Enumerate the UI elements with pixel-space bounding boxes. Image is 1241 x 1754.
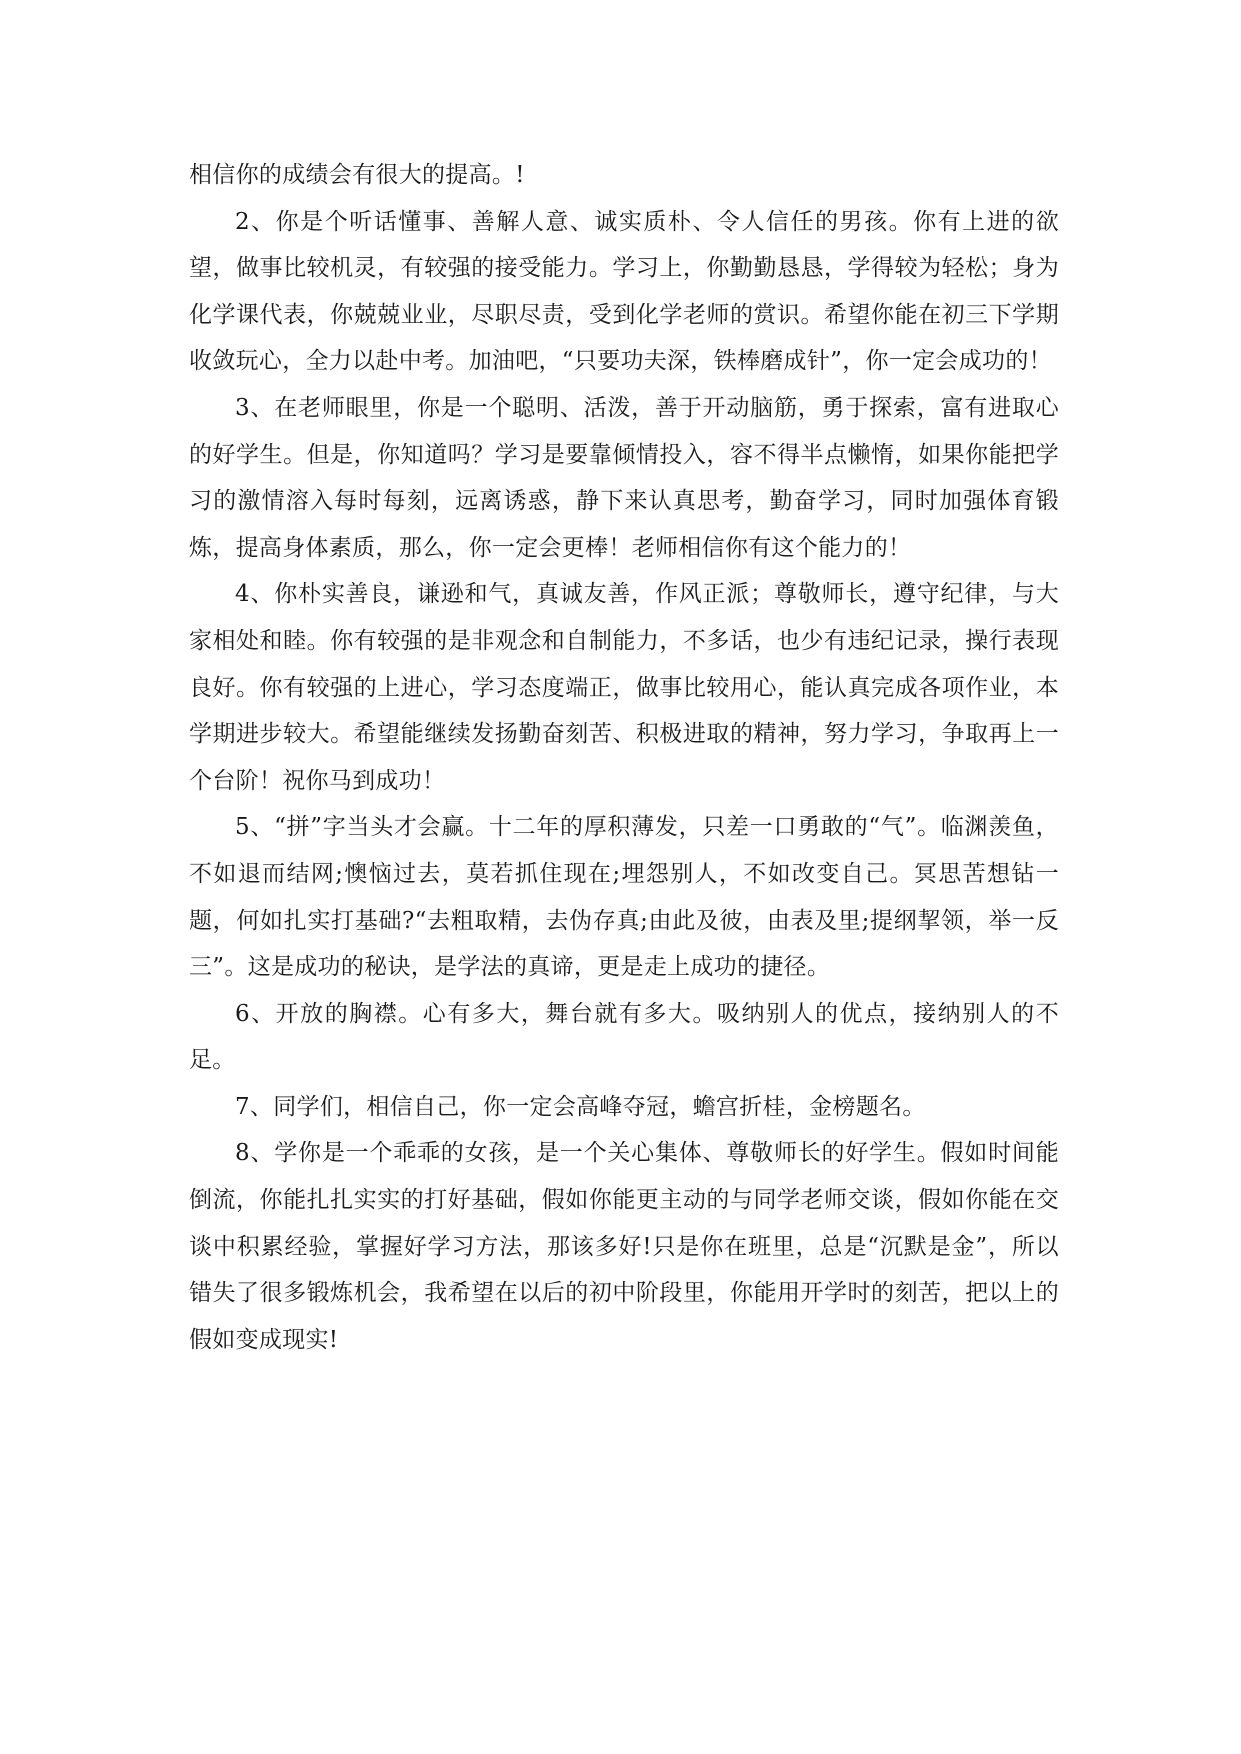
paragraph-comment-7: 7、同学们，相信自己，你一定会高峰夺冠，蟾宫折桂，金榜题名。: [235, 1093, 926, 1120]
paragraph-comment-8: 8、学你是一个乖乖的女孩，是一个关心集体、尊敬师长的好学生。假如时间能倒流，你能扎扎实实的打好基础，假如你能更主动的与同学老师交谈，假如你能在交谈中积累经验，掌握好学习方法，那该多好!只是你在班里，总是“沉默是金”，所以错失了很多锻炼机会，我希望在以后的初中阶段里，你能用开学时的刻苦，把以上的假如变成现实!: [189, 1140, 1059, 1353]
paragraph-continuation: 相信你的成绩会有很大的提高。!: [189, 162, 525, 188]
paragraph-comment-6: 6、开放的胸襟。心有多大，舞台就有多大。吸纳别人的优点，接纳别人的不足。: [189, 1000, 1059, 1074]
paragraph-comment-5: 5、“拼”字当头才会赢。十二年的厚积薄发，只差一口勇敢的“气”。临渊羡鱼，不如退而结网;懊恼过去，莫若抓住现在;埋怨别人，不如改变自己。冥思苦想钻一题，何如扎实打基础?“去粗取精，去伪存真;由此及彼，由表及里;提纲挈领，举一反三”。这是成功的秘诀，是学法的真谛，更是走上成功的捷径。: [189, 814, 1059, 981]
document-body: [189, 152, 1059, 1363]
paragraph-comment-4: 4、你朴实善良，谦逊和气，真诚友善，作风正派；尊敬师长，遵守纪律，与大家相处和睦。你有较强的是非观念和自制能力，不多话，也少有违纪记录，操行表现良好。你有较强的上进心，学习态度端正，做事比较用心，能认真完成各项作业，本学期进步较大。希望能继续发扬勤奋刻苦、积极进取的精神，努力学习，争取再上一个台阶！祝你马到成功！: [189, 581, 1059, 794]
paragraph-comment-3: 3、在老师眼里，你是一个聪明、活泼，善于开动脑筋，勇于探索，富有进取心的好学生。但是，你知道吗？学习是要靠倾情投入，容不得半点懒惰，如果你能把学习的激情溶入每时每刻，远离诱惑，静下来认真思考，勤奋学习，同时加强体育锻炼，提高身体素质，那么，你一定会更棒！老师相信你有这个能力的！: [189, 394, 1059, 561]
paragraph-comment-2: 2、你是个听话懂事、善解人意、诚实质朴、令人信任的男孩。你有上进的欲望，做事比较机灵，有较强的接受能力。学习上，你勤勤恳恳，学得较为轻松；身为化学课代表，你兢兢业业，尽职尽责，受到化学老师的赏识。希望你能在初三下学期收敛玩心，全力以赴中考。加油吧，“只要功夫深，铁棒磨成针”，你一定会成功的！: [189, 208, 1059, 375]
